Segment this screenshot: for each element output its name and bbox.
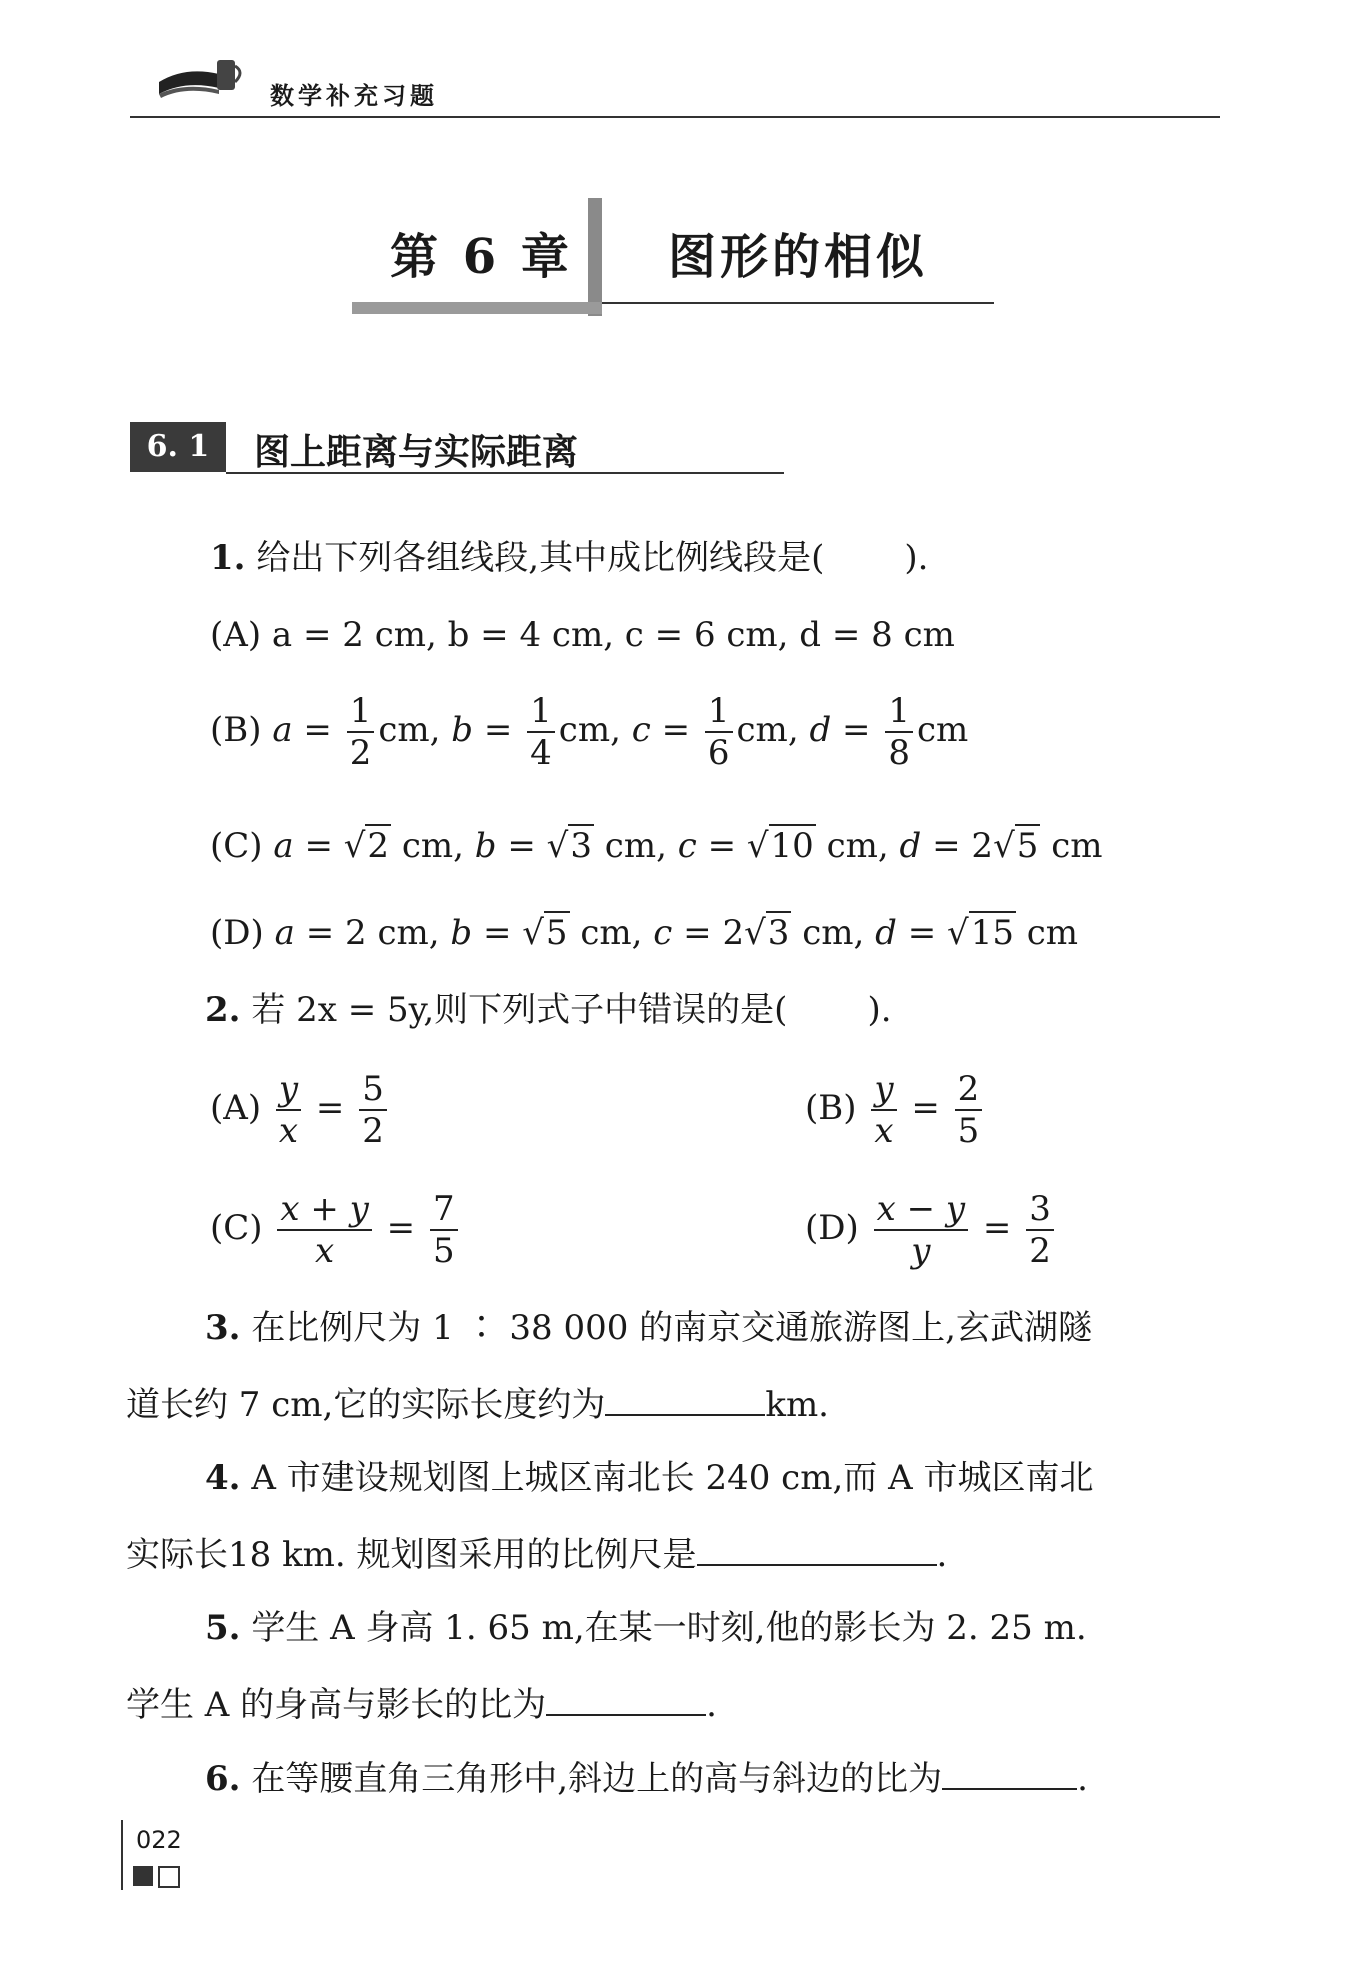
- fraction: $\frac{x + y}{x}$: [277, 1192, 372, 1268]
- fraction: $\frac{1}{8}$: [885, 694, 913, 770]
- q1-number: 1.: [210, 538, 246, 578]
- chapter-title: 图形的相似: [668, 229, 929, 285]
- chapter-number: 第 6 章: [390, 229, 573, 285]
- fraction: $\frac{1}{4}$: [527, 694, 555, 770]
- q1-b-label: (B): [210, 710, 262, 750]
- section-title: 图上距离与实际距离: [254, 431, 579, 473]
- book-cup-icon: [155, 52, 245, 102]
- q5-line1: [205, 1608, 1087, 1649]
- q5-answer-blank[interactable]: [546, 1684, 706, 1716]
- q2-option-a: (A) $\frac{y}{x}$ = $\frac{5}{2}$: [210, 1072, 391, 1148]
- q3-answer-blank[interactable]: [605, 1384, 765, 1416]
- sqrt: √3: [546, 826, 592, 866]
- fraction: $\frac{5}{2}$: [359, 1072, 387, 1148]
- sqrt: √15: [947, 913, 1014, 953]
- empty-square-icon: [158, 1866, 180, 1888]
- q4-text-1: A 市建设规划图上城区南北长 240 cm,而 A 市城区南北: [251, 1458, 1094, 1498]
- q5-text-1: 学生 A 身高 1. 65 m,在某一时刻,他的影长为 2. 25 m.: [251, 1608, 1087, 1648]
- q6-line1: 6. 在等腰直角三角形中,斜边上的高与斜边的比为 .: [205, 1759, 1088, 1799]
- q2-text-end: ).: [867, 990, 892, 1030]
- header-rule: [130, 116, 1220, 118]
- section-number: 6. 1: [130, 422, 226, 472]
- sqrt: √5: [993, 826, 1039, 866]
- q4-line2: 实际长18 km. 规划图采用的比例尺是 .: [126, 1535, 948, 1575]
- q1-c-label: (C): [210, 826, 263, 866]
- section-rule: [226, 472, 784, 474]
- q2-number: 2.: [205, 990, 241, 1030]
- fraction: $\frac{y}{x}$: [276, 1072, 301, 1148]
- q4-number: 4.: [205, 1458, 241, 1498]
- fraction: $\frac{y}{x}$: [871, 1072, 896, 1148]
- sqrt: √5: [522, 913, 568, 953]
- q3-number: 3.: [205, 1308, 241, 1348]
- q4-line1: [205, 1458, 1093, 1499]
- q1-option-a: (A) a = 2 cm, b = 4 cm, c = 6 cm, d = 8 cm: [210, 615, 955, 655]
- filled-square-icon: [133, 1866, 153, 1886]
- q4-answer-blank[interactable]: [697, 1534, 937, 1566]
- running-title: 数学补充习题: [270, 82, 438, 110]
- q2-text: 若 2x = 5y,则下列式子中错误的是(: [251, 990, 788, 1030]
- q1-d-label: (D): [210, 913, 264, 953]
- q5-number: 5.: [205, 1608, 241, 1648]
- q5-text-2: 学生 A 的身高与影长的比为: [126, 1685, 547, 1725]
- q1-text-end: ).: [904, 538, 929, 578]
- q6-number: 6.: [205, 1759, 241, 1799]
- footer-rule: [121, 1820, 123, 1890]
- q1-option-d: (D) a = 2 cm, b = √5 cm, c = 2√3 cm, d = √15 cm: [210, 913, 1079, 953]
- fraction: $\frac{3}{2}$: [1026, 1192, 1054, 1268]
- q1-option-c: (C) a = √2 cm, b = √3 cm, c = √10 cm, d = 2√5 cm: [210, 826, 1103, 866]
- q1-stem: [210, 538, 928, 579]
- q2-option-b: (B) $\frac{y}{x}$ = $\frac{2}{5}$: [805, 1072, 986, 1148]
- q3-unit: km.: [765, 1385, 829, 1425]
- sqrt: √2: [343, 826, 390, 866]
- q2-option-c: (C) $\frac{x + y}{x}$ = $\frac{7}{5}$: [210, 1192, 462, 1268]
- q4-text-2: 实际长18 km. 规划图采用的比例尺是: [126, 1535, 697, 1575]
- chapter-underline-shaded: [352, 302, 602, 314]
- q2-option-d: (D) $\frac{x - y}{y}$ = $\frac{3}{2}$: [805, 1192, 1058, 1268]
- q6-answer-blank[interactable]: [942, 1758, 1077, 1790]
- sqrt: √3: [744, 913, 790, 953]
- chapter-divider: [588, 198, 602, 316]
- q3-text-2: 道长约 7 cm,它的实际长度约为: [126, 1385, 606, 1425]
- q3-text-1: 在比例尺为 1 ∶ 38 000 的南京交通旅游图上,玄武湖隧: [251, 1308, 1092, 1348]
- page-number: 022: [136, 1826, 182, 1854]
- q5-line2: 学生 A 的身高与影长的比为 .: [126, 1685, 717, 1725]
- q3-line2: [126, 1384, 829, 1426]
- fraction: $\frac{2}{5}$: [955, 1072, 983, 1148]
- q1-text: 给出下列各组线段,其中成比例线段是(: [256, 538, 825, 578]
- chapter-underline: [602, 302, 994, 304]
- q2-stem: [205, 990, 892, 1031]
- fraction: $\frac{1}{2}$: [347, 694, 375, 770]
- fraction: $\frac{1}{6}$: [705, 694, 733, 770]
- q3-line1: [205, 1308, 1092, 1349]
- q1-option-b: (B) a = $\frac{1}{2}$ cm, b = $\frac{1}{4}$ cm, c = $\frac{1}{6}$ cm, d = $\frac{1}{8}$ cm: [210, 691, 969, 773]
- fraction: $\frac{7}{5}$: [430, 1192, 458, 1268]
- fraction: $\frac{x - y}{y}$: [874, 1192, 969, 1268]
- sqrt: √10: [746, 826, 814, 866]
- q6-text-1: 在等腰直角三角形中,斜边上的高与斜边的比为: [251, 1759, 943, 1799]
